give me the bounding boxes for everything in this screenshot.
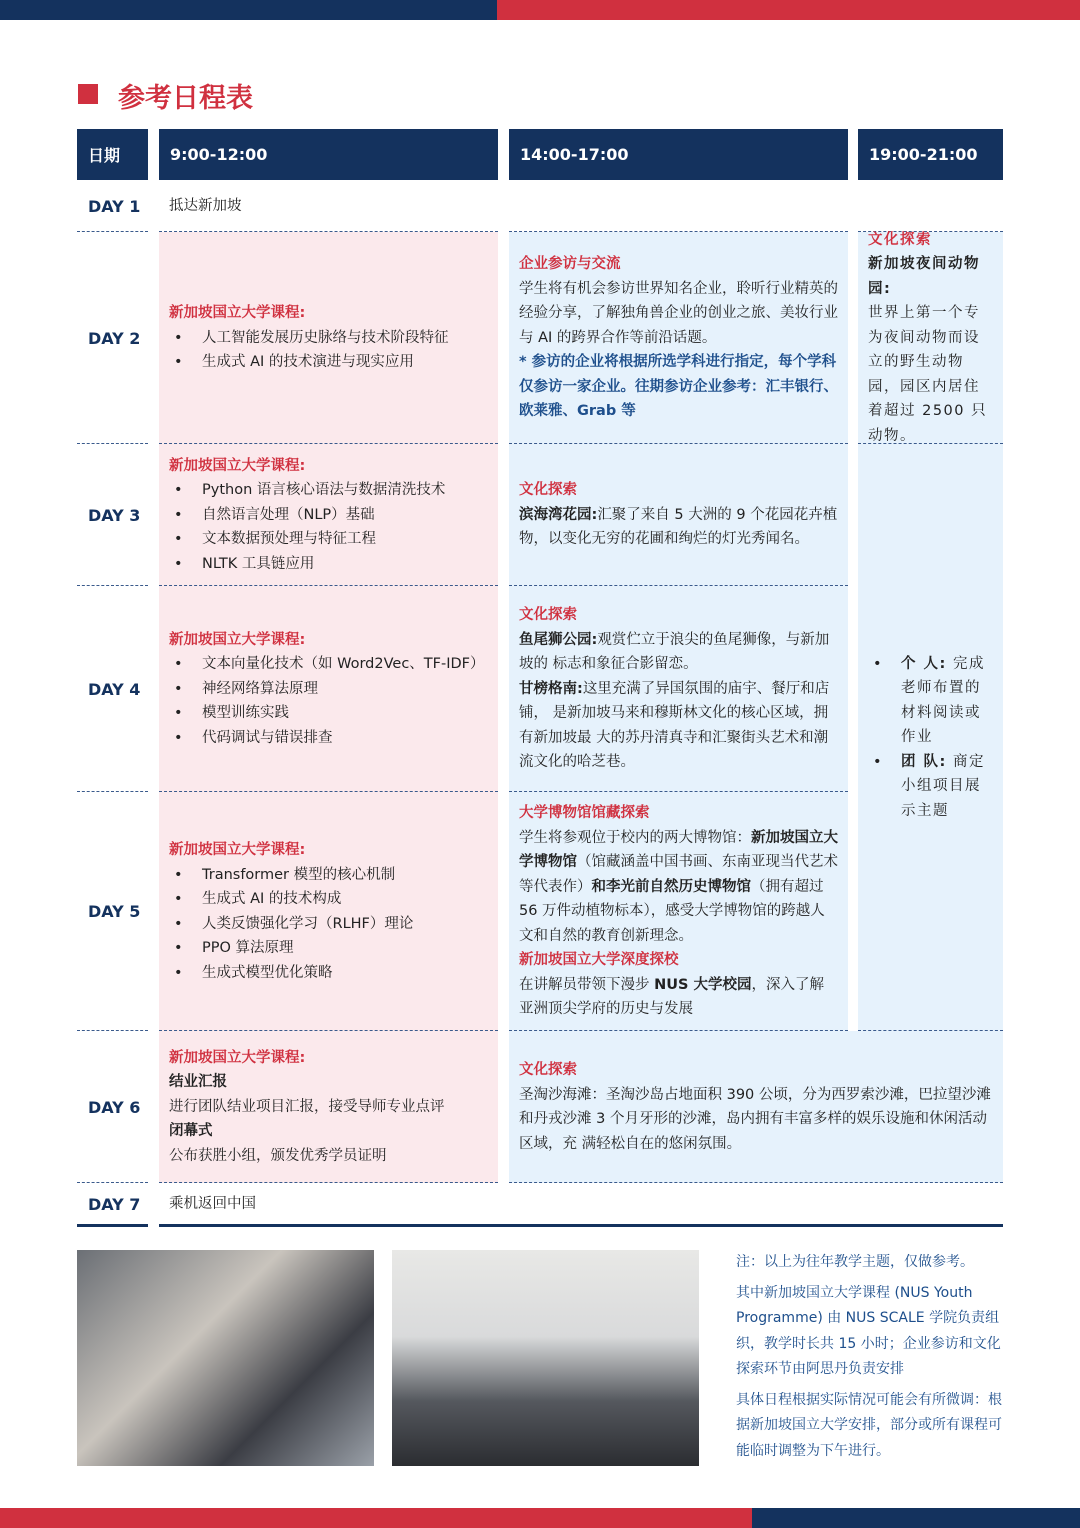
header-afternoon: 14:00-17:00: [509, 129, 848, 180]
text: 文化探索: [519, 482, 577, 499]
text: 具体日程根据实际情况可能会有所微调：根据新加坡国立大学安排，部分或所有课程可能临时调整为下午进行。: [736, 1391, 1002, 1459]
text: （馆藏涵盖中国书画、东南亚现当代艺术等代表作）: [519, 854, 838, 895]
text: 注：以上为往年教学主题，仅做参考。: [736, 1254, 974, 1270]
list-item: [868, 750, 993, 824]
text: 新加坡国立大学深度探校: [519, 952, 679, 969]
text: 世界上第一个专为夜间动物而设立的野生动物园，园区内居住着超过 2500 只动物。: [868, 305, 988, 444]
list-item: • 代码调试与错误排查: [169, 726, 488, 751]
text: [169, 863, 488, 986]
bottom-bar-navy: [752, 1508, 1080, 1528]
text: 其中新加坡国立大学课程 (NUS Youth Programme) 由 NUS SCALE 学院负责组织，教学时长共 15 小时；企业参访和文化探索环节由阿思丹负责安排: [736, 1284, 1001, 1377]
list-item: • Transformer 模型的核心机制: [169, 863, 488, 888]
list-item: • NLTK 工具链应用: [169, 552, 488, 577]
table-bottom-rule: [77, 1224, 148, 1227]
text: 结业汇报: [169, 1074, 227, 1091]
text: 学生将参观位于校内的两大博物馆：: [519, 829, 751, 846]
day6-morning: [159, 1031, 498, 1183]
day7-morning: [159, 1183, 498, 1226]
text: 抵达新加坡: [169, 197, 242, 214]
text: 商定小组项目展示主题: [901, 753, 985, 819]
row-divider: [77, 791, 148, 792]
text: 乘机返回中国: [169, 1196, 256, 1213]
list-item: • 自然语言处理（NLP）基础: [169, 503, 488, 528]
text: 新加坡国立大学博物馆: [519, 829, 838, 871]
text: 企业参访与交流: [519, 256, 621, 273]
text: [519, 677, 838, 775]
text: [169, 326, 488, 375]
day1-morning: [159, 180, 498, 232]
text: 新加坡国立大学课程:: [169, 457, 306, 474]
text: 大学博物馆馆藏探索: [519, 805, 650, 822]
row-divider: [77, 1182, 148, 1183]
classroom-photo: [392, 1250, 699, 1466]
text: [519, 628, 838, 677]
day2-afternoon: [509, 232, 848, 444]
day4-afternoon: [509, 586, 848, 792]
text: 学生将有机会参访世界知名企业，聆听行业精英的经验分享，了解独角兽企业的创业之旅、美妆行业与 AI 的跨界合作等前沿话题。: [519, 280, 838, 346]
day5-morning: [159, 792, 498, 1031]
text: ，深入了解亚洲顶尖学府的历史与发展: [519, 976, 825, 1018]
bottom-bar-red: [0, 1508, 752, 1528]
day5-afternoon: [509, 792, 848, 1031]
day-label: DAY 2: [88, 328, 141, 348]
title-square: [78, 84, 98, 104]
text: 文化探索: [519, 607, 577, 624]
text: 新加坡国立大学课程:: [169, 1049, 306, 1066]
header-date: 日期: [77, 129, 148, 180]
list-item: • 生成式模型优化策略: [169, 961, 488, 986]
text: 团 队:: [901, 753, 947, 770]
day2-morning: [159, 232, 498, 444]
text: 新加坡国立大学课程:: [169, 842, 306, 858]
day4-morning: [159, 586, 498, 792]
list-item: [868, 652, 993, 750]
text: [519, 826, 838, 949]
text: 文化探索: [868, 231, 932, 248]
list-item: • 文本向量化技术（如 Word2Vec、TF-IDF）: [169, 652, 488, 677]
day2-evening: [858, 232, 1003, 444]
text: [169, 478, 488, 576]
text: 新加坡国立大学课程:: [169, 305, 306, 322]
text: 滨海湾花园:: [519, 506, 598, 523]
top-bar-red: [497, 0, 1080, 20]
text: [519, 503, 838, 552]
text: [868, 652, 993, 824]
list-item: • 文本数据预处理与特征工程: [169, 527, 488, 552]
text: 观赏伫立于浪尖的鱼尾狮像，与新加坡的 标志和象征合影留恋。: [519, 631, 830, 673]
text: * 参访的企业将根据所选学科进行指定，每个学科仅参访一家企业。往期参访企业参考：汇丰银行、欧莱雅、Grab 等: [519, 354, 838, 420]
text: [519, 973, 838, 1022]
text: 新加坡国立大学课程:: [169, 631, 306, 648]
day-label: DAY 5: [88, 902, 141, 921]
day-label: DAY 6: [88, 1097, 141, 1117]
list-item: • Python 语言核心语法与数据清洗技术: [169, 478, 488, 503]
day-label: DAY 3: [88, 505, 141, 525]
list-item: • 神经网络算法原理: [169, 677, 488, 702]
day-label: DAY 7: [88, 1195, 141, 1214]
header-evening: 19:00-21:00: [858, 129, 1003, 180]
text: 进行团队结业项目汇报，接受导师专业点评: [169, 1098, 445, 1115]
list-item: • 模型训练实践: [169, 701, 488, 726]
text: 公布获胜小组，颁发优秀学员证明: [169, 1147, 387, 1164]
day3-afternoon: [509, 444, 848, 586]
text: 甘榜格南:: [519, 680, 583, 697]
list-item: • 生成式 AI 的技术构成: [169, 887, 488, 912]
text: 在讲解员带领下漫步: [519, 976, 655, 993]
header-morning: 9:00-12:00: [159, 129, 498, 180]
row-divider: [77, 585, 148, 586]
students-laptop-photo: [77, 1250, 374, 1466]
text: （拥有超过 56 万件动植物标本），感受大学博物馆的跨越人文和自然的教育创新理念。: [519, 878, 825, 944]
top-bar-navy: [0, 0, 497, 20]
day6-afternoon-evening: [509, 1031, 1003, 1183]
list-item: • 生成式 AI 的技术演进与现实应用: [169, 350, 488, 375]
text: 鱼尾狮公园:: [519, 631, 598, 648]
text: 这里充满了异国氛围的庙宇、餐厅和店铺， 是新加坡马来和穆斯林文化的核心区域，拥有新加坡最 大的苏丹清真寺和汇聚街头艺术和潮流文化的哈芝巷。: [519, 680, 830, 771]
text: 和李光前自然历史博物馆: [591, 878, 751, 895]
row-divider: [77, 1030, 148, 1031]
text: 圣淘沙海滩：圣淘沙岛占地面积 390 公顷，分为西罗索沙滩，巴拉望沙滩和丹戎沙滩 3 个月牙形的沙滩，岛内拥有丰富多样的娱乐设施和休闲活动区域，充 满轻松自在的悠闲氛围。: [519, 1086, 991, 1152]
row-divider: [77, 231, 148, 232]
page-title: 参考日程表: [118, 83, 253, 114]
row-divider: [77, 443, 148, 444]
list-item: • 人类反馈强化学习（RLHF）理论: [169, 912, 488, 937]
day-label: DAY 1: [88, 196, 141, 216]
text: 文化探索: [519, 1062, 577, 1078]
text: 完成老师布置的材料阅读或作业: [901, 655, 985, 746]
text: 新加坡夜间动物园:: [868, 256, 980, 297]
notes: [736, 1250, 1004, 1469]
list-item: • 人工智能发展历史脉络与技术阶段特征: [169, 326, 488, 351]
text: 汇聚了来自 5 大洲的 9 个花园花卉植物，以变化无穷的花圃和绚烂的灯光秀闻名。: [519, 506, 838, 548]
day3-morning: [159, 444, 498, 586]
list-item: • PPO 算法原理: [169, 936, 488, 961]
text: 闭幕式: [169, 1123, 213, 1140]
day-label: DAY 4: [88, 679, 141, 699]
day3-5-evening: [858, 444, 1003, 1031]
text: NUS 大学校园: [654, 976, 752, 993]
text: [169, 652, 488, 750]
text: 个 人:: [901, 655, 947, 672]
